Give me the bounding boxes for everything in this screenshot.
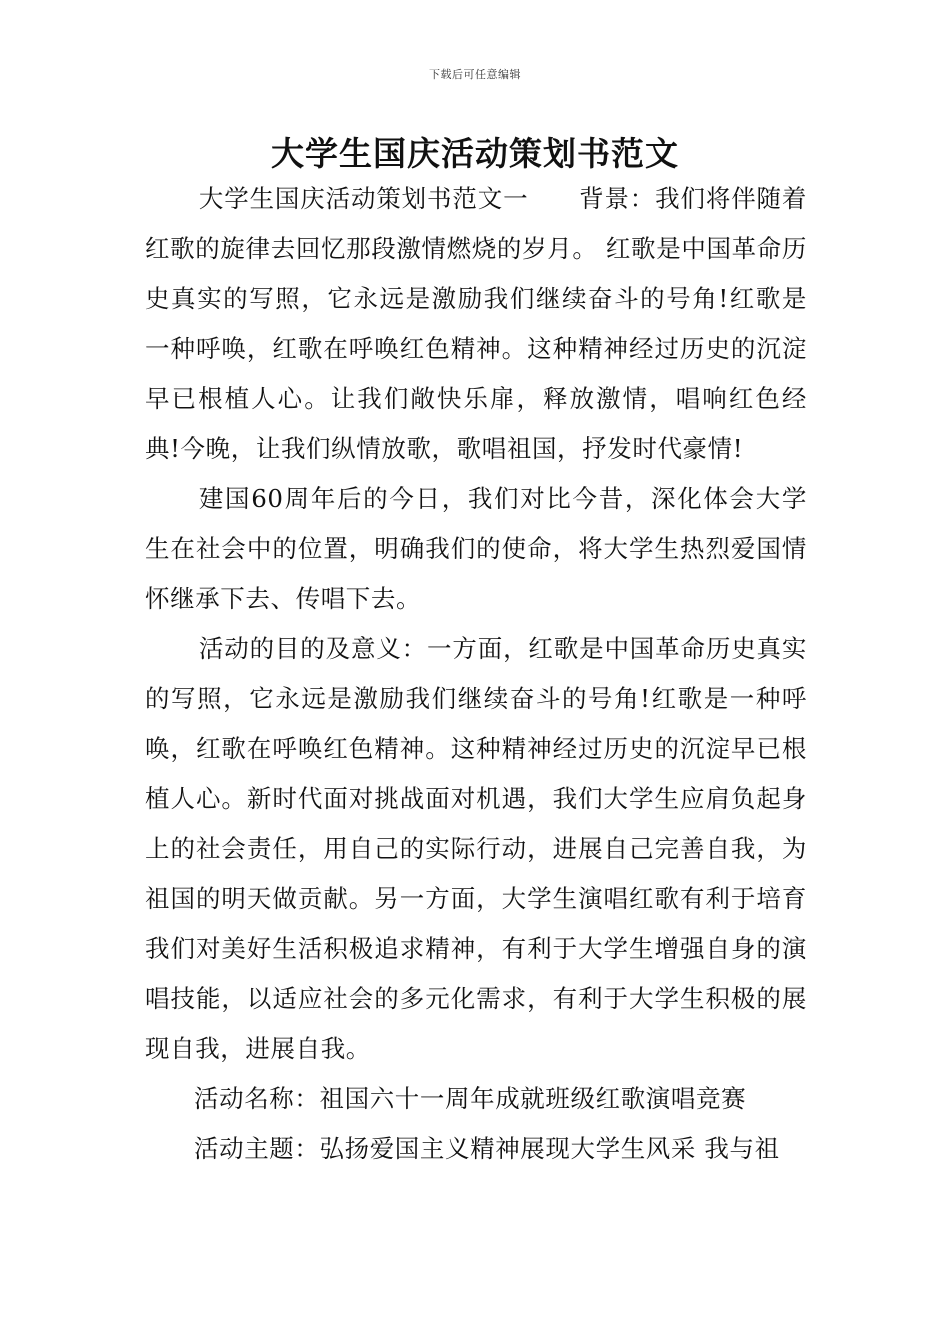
paragraph-activity-name: 活动名称：祖国六十一周年成就班级红歌演唱竞赛 <box>194 1084 747 1113</box>
paragraph-anniversary: 建国60周年后的今日，我们对比今昔，深化体会大学生在社会中的位置，明确我们的使命，将大学生热烈爱国情怀继承下去、传唱下去。 <box>145 484 807 613</box>
document-title: 大学生国庆活动策划书范文 <box>271 134 679 173</box>
paragraph-activity-theme: 活动主题：弘扬爱国主义精神展现大学生风采 我与祖 <box>194 1134 780 1163</box>
paragraph-purpose: 活动的目的及意义：一方面，红歌是中国革命历史真实的写照，它永远是激励我们继续奋斗的号角!红歌是一种呼唤，红歌在呼唤红色精神。这种精神经过历史的沉淀早已根植人心。新时代面对挑战面对机遇，我们大学生应肩负起身上的社会责任，用自己的实际行动，进展自己完善自我，为祖国的明天做贡献。另一方面，大学生演唱红歌有利于培育我们对美好生活积极追求精神，有利于大学生增强自身的演唱技能，以适应社会的多元化需求，有利于大学生积极的展现自我，进展自我。 <box>145 634 807 1063</box>
document-body <box>145 174 807 1174</box>
paragraph-background: 大学生国庆活动策划书范文一 背景：我们将伴随着红歌的旋律去回忆那段激情燃烧的岁月。 红歌是中国革命历史真实的写照，它永远是激励我们继续奋斗的号角!红歌是一种呼唤，红歌在呼唤红色精神。这种精神经过历史的沉淀早已根植人心。让我们敞快乐扉，释放激情，唱响红色经典!今晚，让我们纵情放歌，歌唱祖国，抒发时代豪情! <box>145 184 807 463</box>
header-note: 下载后可任意编辑 <box>429 68 521 81</box>
